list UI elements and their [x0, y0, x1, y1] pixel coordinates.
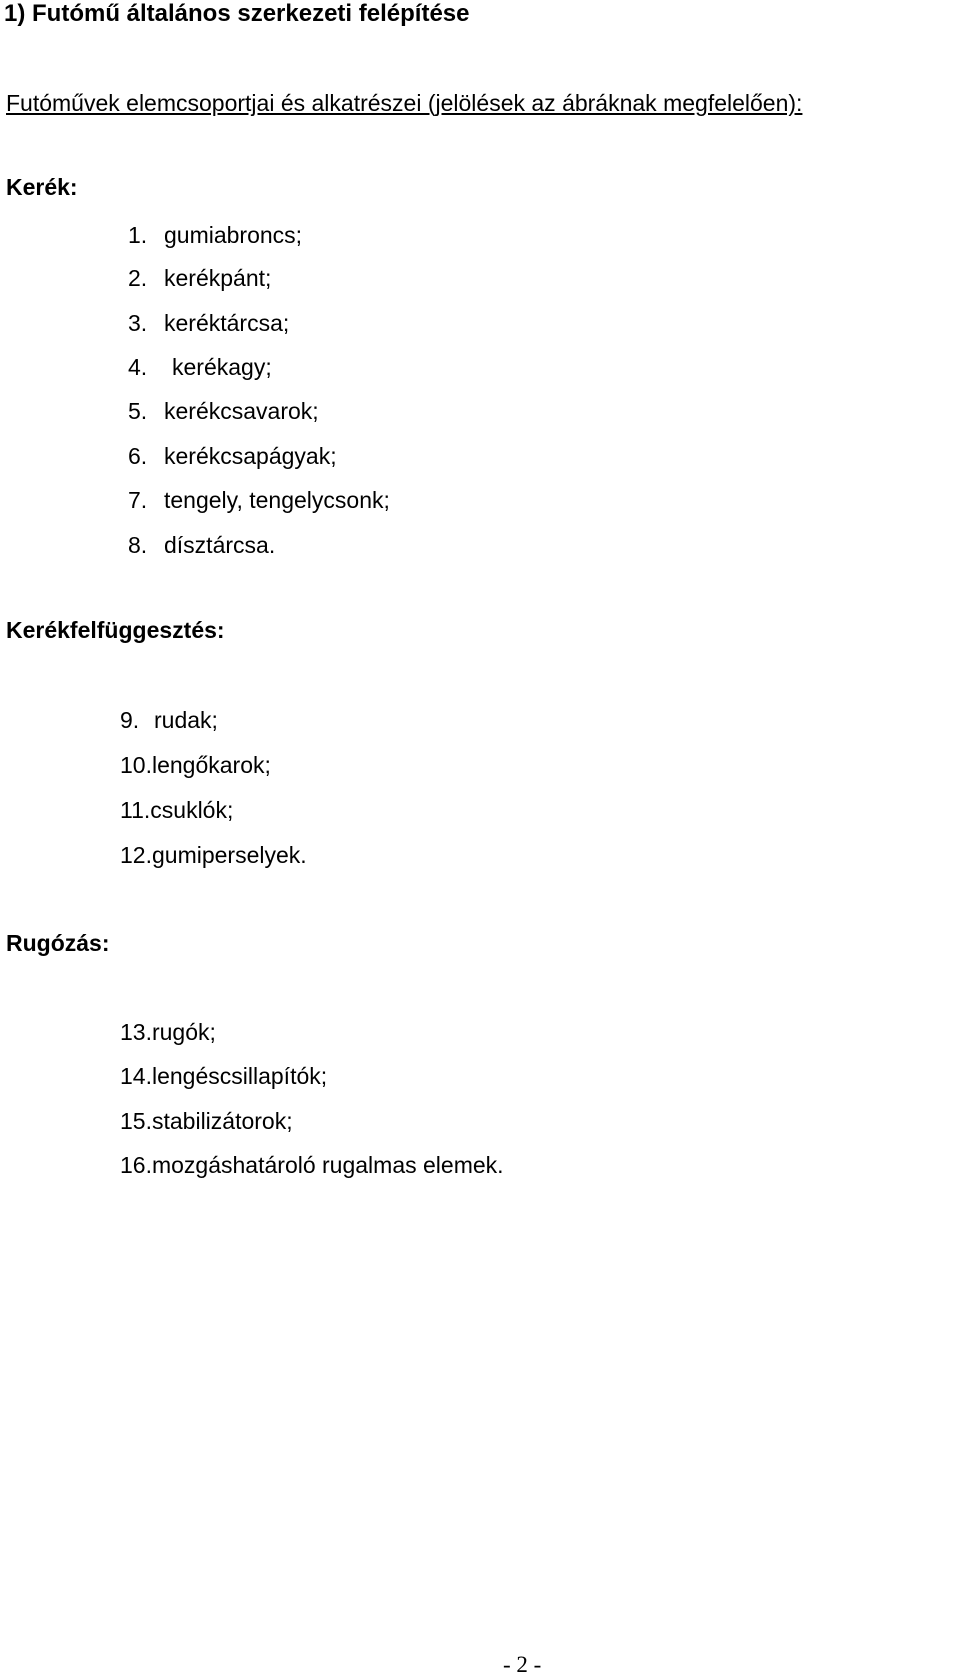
- list-item: [120, 1061, 327, 1091]
- page-number: - 2 -: [503, 1652, 542, 1677]
- item-number: 12.: [120, 842, 152, 868]
- item-text: rudak;: [154, 707, 218, 733]
- item-number: 14.: [120, 1063, 152, 1089]
- list-item: [120, 1106, 293, 1136]
- item-text: kerékagy;: [172, 354, 272, 380]
- item-text: dísztárcsa.: [164, 532, 276, 558]
- item-text: kerékcsapágyak;: [164, 443, 337, 469]
- item-text: lengőkarok;: [151, 752, 271, 778]
- item-number: 13.: [120, 1019, 152, 1045]
- item-number: 4.: [128, 354, 148, 380]
- item-number: 3.: [128, 310, 148, 336]
- item-text: lengéscsillapítók;: [151, 1063, 328, 1089]
- item-number: 11.: [120, 797, 151, 823]
- list-item: [120, 1017, 216, 1047]
- section-heading-kerekfelfuggesztes: Kerékfelfüggesztés:: [6, 617, 225, 643]
- list-item: [120, 705, 218, 735]
- section-heading-kerek: Kerék:: [6, 174, 78, 200]
- list-item: [128, 220, 302, 250]
- list-item: [120, 840, 307, 870]
- list-item: [120, 795, 233, 825]
- list-item: [120, 1150, 504, 1180]
- list-item: [128, 308, 289, 338]
- item-number: 6.: [128, 443, 148, 469]
- item-number: 1.: [128, 222, 148, 248]
- item-text: kerékcsavarok;: [164, 398, 319, 424]
- list-item: [128, 485, 390, 515]
- item-text: mozgáshatároló rugalmas elemek.: [151, 1152, 504, 1178]
- item-text: gumiabroncs;: [164, 222, 303, 248]
- page-title: 1) Futómű általános szerkezeti felépítése: [4, 0, 470, 27]
- item-text: rugók;: [151, 1019, 216, 1045]
- list-item: [128, 263, 271, 293]
- item-text: csuklók;: [150, 797, 234, 823]
- page-subtitle: Futóművek elemcsoportjai és alkatrészei (jelölések az ábráknak megfelelően):: [6, 90, 803, 116]
- item-number: 8.: [128, 532, 148, 558]
- item-number: 15.: [120, 1108, 152, 1134]
- item-number: 16.: [120, 1152, 152, 1178]
- list-item: [128, 441, 337, 471]
- list-item: [128, 352, 272, 382]
- list-item: [120, 750, 271, 780]
- item-number: 10.: [120, 752, 152, 778]
- item-text: stabilizátorok;: [151, 1108, 293, 1134]
- item-text: tengely, tengelycsonk;: [164, 487, 390, 513]
- list-item: [128, 530, 275, 560]
- list-item: [128, 396, 319, 426]
- item-number: 7.: [128, 487, 148, 513]
- item-number: 5.: [128, 398, 148, 424]
- item-text: kerékpánt;: [164, 265, 272, 291]
- item-number: 9.: [120, 707, 140, 733]
- section-heading-rugozas: Rugózás:: [6, 930, 110, 956]
- item-number: 2.: [128, 265, 148, 291]
- item-text: gumiperselyek.: [151, 842, 307, 868]
- item-text: keréktárcsa;: [164, 310, 290, 336]
